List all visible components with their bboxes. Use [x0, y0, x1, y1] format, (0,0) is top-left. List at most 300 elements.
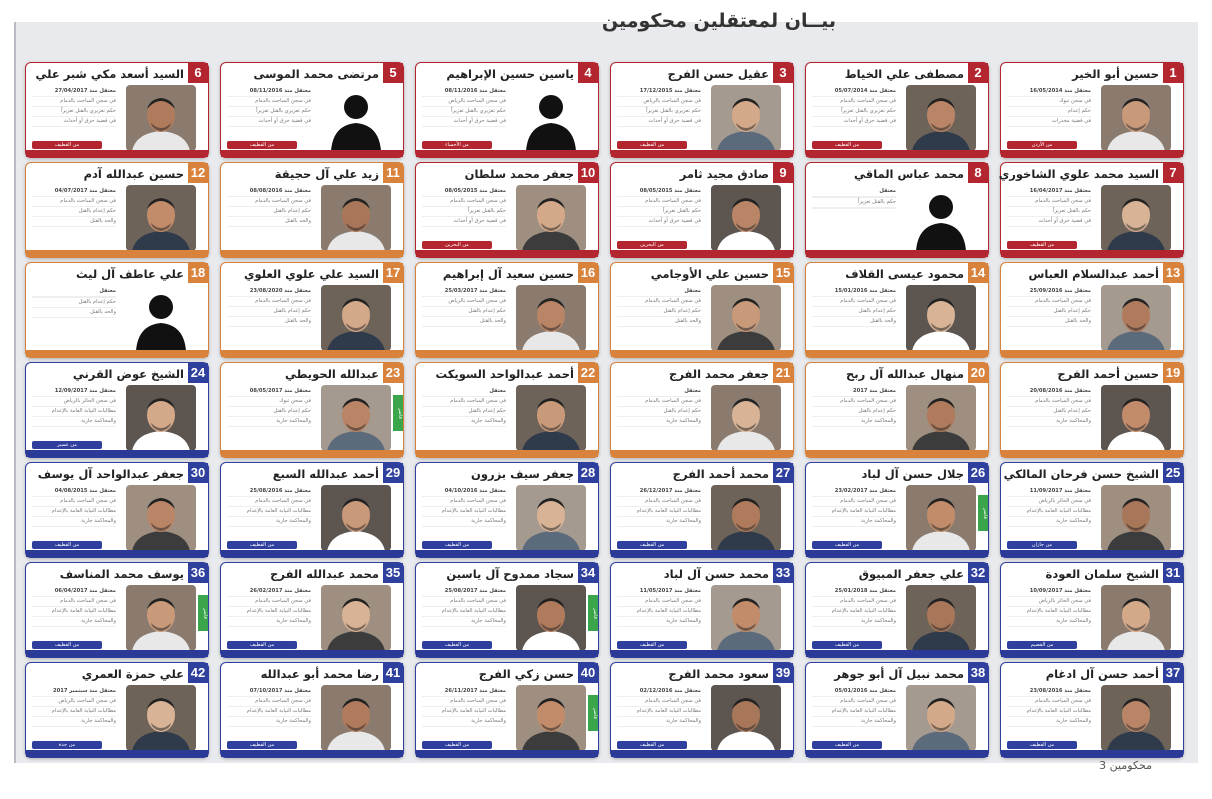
poster-header [576, 10, 836, 44]
detail-line: في سجن المباحث بالرياض [617, 97, 701, 107]
detail-line: معتقل منذ 10/09/2017 [1007, 587, 1091, 597]
silhouette-icon [126, 285, 196, 351]
portrait-photo [321, 385, 391, 451]
card-color-strip [611, 450, 793, 457]
detail-line: معتقل منذ 25/01/2018 [812, 587, 896, 597]
prisoner-name: حسن زكي الفرج [478, 667, 574, 681]
card-rank-number: 7 [1163, 163, 1183, 183]
portrait-photo [906, 585, 976, 651]
detail-line: مطالبات النيابة العامة بالإعدام [422, 607, 506, 617]
detail-line: حكم إعدام بالقتل [227, 207, 311, 217]
region-label: من القطيف [812, 541, 882, 549]
portrait-photo [321, 285, 391, 351]
detail-line: في سجن المباحث بالدمام [1007, 197, 1091, 207]
minor-flag-badge: قاصر [198, 595, 208, 631]
prisoner-details [422, 587, 506, 647]
prisoner-name: جعفر عبدالواحد آل يوسف [37, 467, 184, 481]
card-color-strip [1001, 550, 1183, 557]
prisoner-card [25, 262, 209, 358]
detail-line: معتقل منذ 07/10/2017 [227, 687, 311, 697]
prisoner-card [805, 262, 989, 358]
card-rank-number: 37 [1163, 663, 1183, 683]
portrait-photo [126, 585, 196, 651]
detail-line: في سجن المباحث بالدمام [422, 497, 506, 507]
region-label: من الأحساء [422, 141, 492, 149]
detail-line: مطالبات النيابة العامة بالإعدام [1007, 607, 1091, 617]
silhouette-icon [516, 85, 586, 151]
detail-line: في سجن المباحث بالدمام [812, 597, 896, 607]
prisoner-details [812, 387, 896, 447]
card-color-strip [416, 750, 598, 757]
detail-line: في سجن المباحث بالدمام [227, 297, 311, 307]
portrait-photo [126, 385, 196, 451]
detail-line: في سجن المباحث بالدمام [812, 497, 896, 507]
detail-line: والمحاكمة جارية [32, 717, 116, 727]
prisoner-name: يوسف محمد المناسف [59, 567, 184, 581]
card-color-strip [806, 350, 988, 357]
card-color-strip [26, 350, 208, 357]
region-label: من القطيف [617, 541, 687, 549]
poster-header-text: بيــان لمعتقلين محكومين [601, 10, 836, 32]
card-rank-number: 4 [578, 63, 598, 83]
region-label: من القطيف [617, 741, 687, 749]
detail-line: مطالبات النيابة العامة بالإعدام [227, 507, 311, 517]
prisoner-card [25, 462, 209, 558]
prisoner-name: أحمد حسن آل ادغام [1045, 667, 1159, 681]
detail-line: معتقل منذ 16/04/2017 [1007, 187, 1091, 197]
card-rank-number: 39 [773, 663, 793, 683]
detail-line: والمحاكمة جارية [617, 517, 701, 527]
prisoner-details [32, 387, 116, 447]
prisoner-details [1007, 487, 1091, 547]
prisoner-name: جعفر محمد الفرج [669, 367, 769, 381]
card-color-strip [26, 450, 208, 457]
detail-line: والمحاكمة جارية [1007, 417, 1091, 427]
detail-line: في سجن المباحث بالدمام [1007, 697, 1091, 707]
detail-line: في سجن المباحث بالدمام [1007, 297, 1091, 307]
card-rank-number: 36 [188, 563, 208, 583]
card-rank-number: 28 [578, 463, 598, 483]
region-label: من جازان [1007, 541, 1077, 549]
detail-line: معتقل منذ 08/11/2016 [227, 87, 311, 97]
detail-line: في سجن المباحث بالدمام [617, 697, 701, 707]
prisoner-card [220, 162, 404, 258]
region-label: من القطيف [422, 741, 492, 749]
prisoner-name: سعود محمد الفرج [668, 667, 769, 681]
prisoner-details [227, 487, 311, 547]
prisoner-card [1000, 462, 1184, 558]
card-rank-number: 41 [383, 663, 403, 683]
region-label: من القطيف [32, 541, 102, 549]
prisoner-card [415, 562, 599, 658]
prisoner-details [617, 187, 701, 247]
detail-line: في سجن المباحث بالدمام [812, 97, 896, 107]
card-color-strip [416, 250, 598, 257]
portrait-photo [516, 685, 586, 751]
prisoner-details [617, 287, 701, 347]
prisoner-name: علي حمزة العمري [81, 667, 184, 681]
detail-line: في قضية حرق أو أحداث [227, 117, 311, 127]
detail-line: حكم إعدام بالقتل [227, 307, 311, 317]
poster-frame [14, 10, 1198, 774]
prisoner-name: أحمد عبدالسلام العباس [1028, 267, 1159, 281]
prisoner-name: محمد نبيل آل أبو جوهر [834, 667, 964, 681]
card-rank-number: 15 [773, 263, 793, 283]
detail-line: مطالبات النيابة العامة بالإعدام [32, 707, 116, 717]
detail-line: والحد بالقتل [1007, 317, 1091, 327]
portrait-photo [1101, 85, 1171, 151]
detail-line: معتقل منذ 23/02/2017 [812, 487, 896, 497]
region-label: من القصيم [1007, 641, 1077, 649]
card-color-strip [416, 650, 598, 657]
card-rank-number: 32 [968, 563, 988, 583]
detail-line: في سجن الحائر بالرياض [32, 397, 116, 407]
prisoner-name: حسين سعيد آل إبراهيم [442, 267, 574, 281]
detail-line [812, 208, 896, 209]
silhouette-icon [321, 85, 391, 151]
prisoner-name: زيد علي آل حجيقة [274, 167, 379, 181]
card-color-strip [221, 150, 403, 157]
minor-flag-badge: قاصر [588, 595, 598, 631]
card-rank-number: 12 [188, 163, 208, 183]
detail-line: حكم تعزيري بالقتل تعزيراً [32, 107, 116, 117]
detail-line: والمحاكمة جارية [227, 417, 311, 427]
portrait-photo [321, 585, 391, 651]
poster-footer [0, 759, 1200, 799]
prisoner-card [220, 62, 404, 158]
detail-line: في سجن المباحث بالدمام [617, 597, 701, 607]
detail-line: في سجن المباحث بالدمام [227, 697, 311, 707]
prisoner-details [617, 87, 701, 147]
detail-line: في سجن المباحث بالرياض [422, 97, 506, 107]
prisoner-card [805, 462, 989, 558]
detail-line: في سجن تبوك [227, 397, 311, 407]
portrait-photo [711, 385, 781, 451]
prisoner-details [1007, 587, 1091, 647]
detail-line: معتقل [617, 387, 701, 397]
prisoner-details [227, 287, 311, 347]
detail-line: حكم إعدام [1007, 107, 1091, 117]
prisoner-card [805, 562, 989, 658]
detail-line: والحد بالقتل [227, 217, 311, 227]
portrait-photo [321, 685, 391, 751]
prisoner-card [415, 62, 599, 158]
prisoner-details [227, 387, 311, 447]
detail-line: حكم بالقتل تعزيراً [422, 207, 506, 217]
minor-flag-badge: قاصر [978, 495, 988, 531]
portrait-photo [1101, 285, 1171, 351]
detail-line: معتقل منذ 04/10/2016 [422, 487, 506, 497]
region-label: من القطيف [422, 541, 492, 549]
detail-line: معتقل منذ 25/09/2016 [1007, 287, 1091, 297]
detail-line: حكم تعزيري بالقتل تعزيراً [617, 107, 701, 117]
detail-line: حكم إعدام بالقتل [32, 298, 116, 308]
portrait-photo [1101, 685, 1171, 751]
prisoner-name: محمد أحمد الفرج [672, 467, 769, 481]
detail-line: حكم تعزيري بالقتل تعزيراً [422, 107, 506, 117]
prisoner-name: محمد عبدالله الفرج [270, 567, 379, 581]
detail-line: في سجن المباحث بالدمام [422, 197, 506, 207]
card-rank-number: 3 [773, 63, 793, 83]
card-color-strip [221, 550, 403, 557]
silhouette-icon [906, 185, 976, 251]
detail-line: حكم إعدام بالقتل [1007, 307, 1091, 317]
card-color-strip [26, 650, 208, 657]
detail-line: في قضية حرق أو أحداث [617, 117, 701, 127]
region-label: من البحرين [617, 241, 687, 249]
detail-line: في سجن المباحث بالدمام [32, 197, 116, 207]
prisoner-details [422, 687, 506, 747]
prisoner-details [422, 87, 506, 147]
portrait-photo [126, 185, 196, 251]
detail-line: معتقل منذ سبتمبر 2017 [32, 687, 116, 697]
card-rank-number: 34 [578, 563, 598, 583]
prisoner-card [1000, 662, 1184, 758]
portrait-photo [711, 185, 781, 251]
card-rank-number: 6 [188, 63, 208, 83]
detail-line: معتقل منذ 11/09/2017 [1007, 487, 1091, 497]
card-color-strip [611, 150, 793, 157]
portrait-photo [906, 85, 976, 151]
card-color-strip [1001, 650, 1183, 657]
prisoner-card [805, 62, 989, 158]
prisoner-details [812, 187, 896, 247]
detail-line: معتقل منذ 02/12/2016 [617, 687, 701, 697]
card-color-strip [416, 350, 598, 357]
prisoner-details [812, 587, 896, 647]
prisoner-name: جلال حسن آل لباد [861, 467, 964, 481]
detail-line: معتقل منذ 16/05/2014 [1007, 87, 1091, 97]
portrait-photo [1101, 185, 1171, 251]
card-color-strip [806, 450, 988, 457]
region-label: من القطيف [422, 641, 492, 649]
prisoner-details [422, 187, 506, 247]
detail-line: حكم إعدام بالقتل [812, 407, 896, 417]
prisoner-details [1007, 387, 1091, 447]
detail-line: معتقل منذ 20/08/2016 [1007, 387, 1091, 397]
prisoner-card [1000, 62, 1184, 158]
portrait-photo [126, 85, 196, 151]
detail-line: معتقل منذ 25/08/2017 [422, 587, 506, 597]
detail-line: معتقل منذ 26/12/2017 [617, 487, 701, 497]
detail-line: والمحاكمة جارية [227, 617, 311, 627]
prisoner-card [1000, 162, 1184, 258]
prisoner-card [805, 662, 989, 758]
prisoner-name: أحمد عبدالله السبع [272, 467, 379, 481]
card-rank-number: 21 [773, 363, 793, 383]
detail-line: حكم إعدام بالقتل [422, 407, 506, 417]
detail-line: معتقل [32, 287, 116, 297]
detail-line: معتقل منذ 26/11/2017 [422, 687, 506, 697]
detail-line: في قضية حرق أو أحداث [32, 117, 116, 127]
card-color-strip [221, 250, 403, 257]
prisoner-name: محمود عيسى القلاف [845, 267, 964, 281]
card-color-strip [26, 550, 208, 557]
prisoner-name: علي عاطف آل ليث [75, 267, 184, 281]
prisoner-details [1007, 187, 1091, 247]
card-rank-number: 42 [188, 663, 208, 683]
prisoner-details [617, 687, 701, 747]
card-color-strip [416, 550, 598, 557]
prisoner-card [610, 462, 794, 558]
detail-line: حكم إعدام بالقتل [32, 207, 116, 217]
card-color-strip [221, 650, 403, 657]
prisoner-details [32, 687, 116, 747]
prisoner-details [812, 687, 896, 747]
detail-line: معتقل منذ 2017 [812, 387, 896, 397]
prisoner-name: حسين أحمد الفرج [1057, 367, 1159, 381]
detail-line: والمحاكمة جارية [812, 617, 896, 627]
detail-line: معتقل منذ 15/01/2016 [812, 287, 896, 297]
prisoner-card [25, 62, 209, 158]
card-color-strip [1001, 450, 1183, 457]
card-color-strip [26, 750, 208, 757]
prisoner-card [415, 162, 599, 258]
prisoner-card [805, 362, 989, 458]
portrait-photo [711, 585, 781, 651]
detail-line: في قضية حرق أو أحداث [422, 217, 506, 227]
detail-line: حكم تعزيري بالقتل تعزيراً [227, 107, 311, 117]
card-rank-number: 13 [1163, 263, 1183, 283]
prisoner-name: الشيخ عوض القرني [72, 367, 184, 381]
portrait-photo [906, 485, 976, 551]
detail-line: في سجن الحائر بالرياض [1007, 497, 1091, 507]
detail-line: معتقل منذ 23/08/2020 [227, 287, 311, 297]
detail-line: معتقل منذ 08/11/2016 [422, 87, 506, 97]
card-color-strip [416, 450, 598, 457]
card-rank-number: 8 [968, 163, 988, 183]
prisoner-name: جعفر محمد سلطان [464, 167, 574, 181]
detail-line: معتقل منذ 08/05/2015 [617, 187, 701, 197]
detail-line: في سجن تبوك [1007, 97, 1091, 107]
detail-line: في سجن المباحث بالدمام [812, 697, 896, 707]
prisoner-details [812, 87, 896, 147]
prisoner-details [32, 87, 116, 147]
card-color-strip [26, 150, 208, 157]
detail-line: معتقل منذ 06/04/2017 [32, 587, 116, 597]
minor-flag-badge: قاصر [588, 695, 598, 731]
detail-line: معتقل منذ 04/08/2015 [32, 487, 116, 497]
card-color-strip [221, 350, 403, 357]
card-rank-number: 33 [773, 563, 793, 583]
prisoner-details [617, 587, 701, 647]
card-rank-number: 20 [968, 363, 988, 383]
detail-line: معتقل منذ 17/12/2015 [617, 87, 701, 97]
card-color-strip [806, 750, 988, 757]
card-rank-number: 26 [968, 463, 988, 483]
prisoner-card [1000, 362, 1184, 458]
region-label: من القطيف [617, 141, 687, 149]
card-rank-number: 35 [383, 563, 403, 583]
detail-line: في سجن المباحث بالدمام [422, 397, 506, 407]
prisoner-card [25, 362, 209, 458]
detail-line: في سجن المباحث بالدمام [227, 197, 311, 207]
card-rank-number: 10 [578, 163, 598, 183]
detail-line: مطالبات النيابة العامة بالإعدام [1007, 707, 1091, 717]
detail-line: معتقل منذ 23/08/2016 [1007, 687, 1091, 697]
card-rank-number: 29 [383, 463, 403, 483]
card-rank-number: 2 [968, 63, 988, 83]
detail-line: مطالبات النيابة العامة بالإعدام [617, 707, 701, 717]
portrait-photo [1101, 385, 1171, 451]
prisoner-card [220, 562, 404, 658]
card-rank-number: 1 [1163, 63, 1183, 83]
prisoner-name: جعفر سيف بزرون [471, 467, 574, 481]
detail-line: والحد بالقتل [422, 317, 506, 327]
card-color-strip [1001, 350, 1183, 357]
prisoner-details [32, 487, 116, 547]
prisoner-card [610, 162, 794, 258]
detail-line: والحد بالقتل [32, 308, 116, 318]
detail-line: معتقل [812, 187, 896, 197]
prisoner-card [25, 562, 209, 658]
card-rank-number: 27 [773, 463, 793, 483]
prisoner-card [220, 462, 404, 558]
minor-flag-badge: قاصر [393, 395, 403, 431]
card-color-strip [221, 450, 403, 457]
card-rank-number: 18 [188, 263, 208, 283]
detail-line: مطالبات النيابة العامة بالإعدام [32, 407, 116, 417]
prisoner-name: ياسين حسين الإبراهيم [446, 67, 574, 81]
card-rank-number: 40 [578, 663, 598, 683]
detail-line: مطالبات النيابة العامة بالإعدام [812, 607, 896, 617]
card-color-strip [611, 350, 793, 357]
detail-line: مطالبات النيابة العامة بالإعدام [812, 507, 896, 517]
detail-line: في سجن المباحث بالرياض [422, 297, 506, 307]
detail-line: والمحاكمة جارية [812, 417, 896, 427]
detail-line: مطالبات النيابة العامة بالإعدام [422, 507, 506, 517]
detail-line: والمحاكمة جارية [1007, 517, 1091, 527]
prisoner-card [610, 62, 794, 158]
detail-line: في قضية حرق أو أحداث [1007, 217, 1091, 227]
detail-line: والمحاكمة جارية [32, 417, 116, 427]
detail-line: مطالبات النيابة العامة بالإعدام [32, 507, 116, 517]
detail-line: في سجن المباحث بالدمام [227, 597, 311, 607]
detail-line: والمحاكمة جارية [812, 717, 896, 727]
portrait-photo [906, 285, 976, 351]
detail-line: والمحاكمة جارية [227, 717, 311, 727]
detail-line: مطالبات النيابة العامة بالإعدام [227, 607, 311, 617]
detail-line: في سجن المباحث بالدمام [32, 597, 116, 607]
prisoner-details [1007, 687, 1091, 747]
prisoner-name: عقيل حسن الفرج [667, 67, 769, 81]
portrait-photo [516, 385, 586, 451]
portrait-photo [321, 185, 391, 251]
card-rank-number: 25 [1163, 463, 1183, 483]
prisoner-details [32, 187, 116, 247]
detail-line: مطالبات النيابة العامة بالإعدام [617, 607, 701, 617]
card-rank-number: 23 [383, 363, 403, 383]
prisoner-name: السيد أسعد مكي شبر علي [35, 67, 184, 81]
detail-line: مطالبات النيابة العامة بالإعدام [227, 707, 311, 717]
detail-line: مطالبات النيابة العامة بالإعدام [617, 507, 701, 517]
region-label: من القطيف [227, 741, 297, 749]
card-color-strip [611, 550, 793, 557]
detail-line: والمحاكمة جارية [1007, 617, 1091, 627]
card-color-strip [611, 650, 793, 657]
detail-line: والحد بالقتل [617, 317, 701, 327]
prisoner-name: حسين عبدالله آدم [83, 167, 184, 181]
prisoner-details [227, 687, 311, 747]
detail-line: في سجن الحائر بالرياض [1007, 597, 1091, 607]
prisoner-card [220, 262, 404, 358]
portrait-photo [1101, 485, 1171, 551]
card-rank-number: 16 [578, 263, 598, 283]
detail-line: في سجن المباحث بالرياض [32, 697, 116, 707]
region-label: من القطيف [227, 541, 297, 549]
detail-line: معتقل منذ 08/05/2015 [422, 187, 506, 197]
portrait-photo [516, 285, 586, 351]
